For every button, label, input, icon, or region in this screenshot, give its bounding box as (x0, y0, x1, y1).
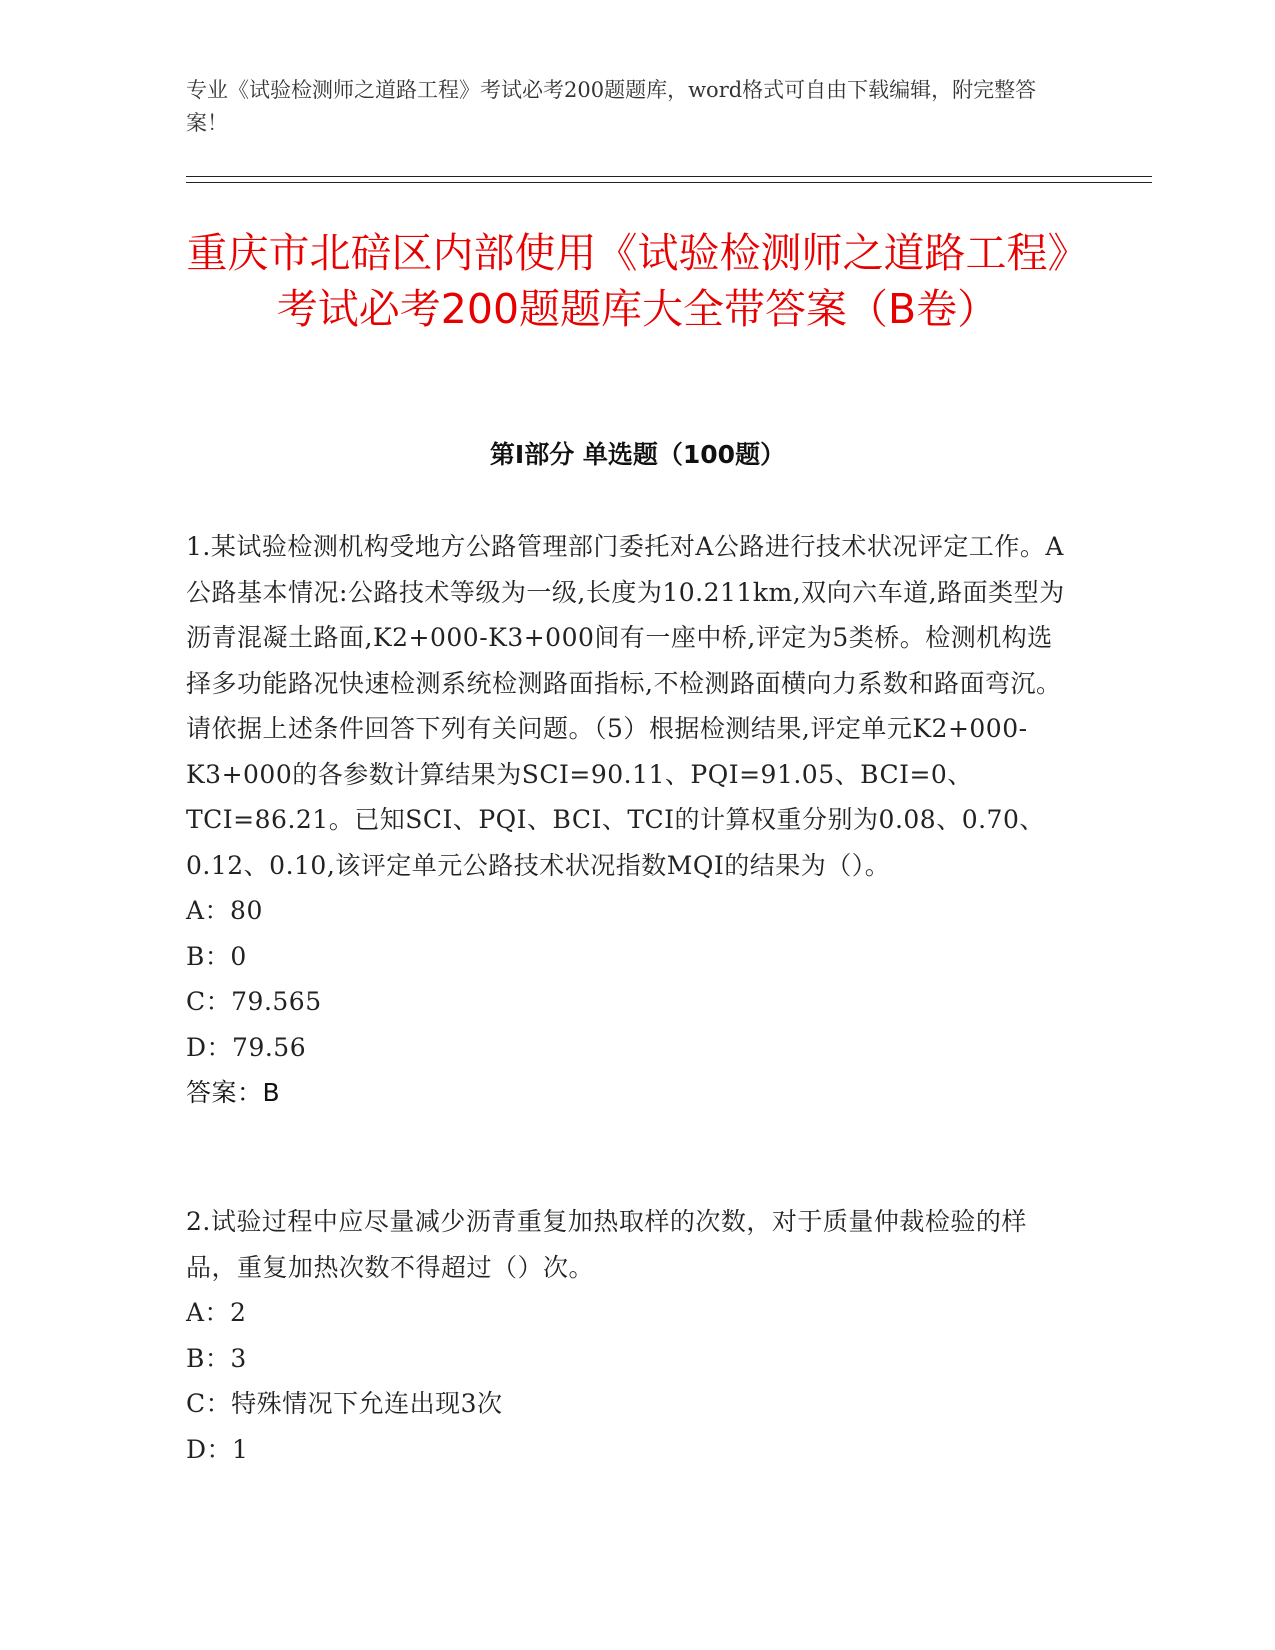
option-d: D：1 (186, 1434, 249, 1464)
header-divider-top (186, 176, 1152, 177)
option-a: A：80 (186, 896, 263, 925)
header-divider-bottom (186, 182, 1152, 183)
option-b: B：3 (186, 1343, 247, 1373)
option-c: C：79.565 (186, 987, 322, 1016)
option-c: C：特殊情况下允连出现3次 (186, 1389, 503, 1418)
section-heading: 第I部分 单选题（100题） (489, 440, 786, 469)
option-a: A：2 (186, 1298, 247, 1327)
question-2 (186, 1199, 1066, 1472)
option-b: B：0 (186, 941, 247, 971)
header-note: 专业《试验检测师之道路工程》考试必考200题题库，word格式可自由下载编辑，附完整答案！ (186, 78, 1037, 135)
question-stem: 2.试验过程中应尽量减少沥青重复加热取样的次数，对于质量仲裁检验的样品，重复加热次数不得超过（）次。 (186, 1207, 1027, 1282)
document-title: 重庆市北碚区内部使用《试验检测师之道路工程》考试必考200题题库大全带答案（B卷） (186, 229, 1089, 333)
question-stem: 1.某试验检测机构受地方公路管理部门委托对A公路进行技术状况评定工作。A公路基本情况:公路技术等级为一级,长度为10.211km,双向六车道,路面类型为沥青混凝土路面,K2+000-K3+000间有一座中桥,评定为5类桥。检测机构选择多功能路况快速检测系统检测路面指标,不检测路面横向力系数和路面弯沉。请依据上述条件回答下列有关问题。（5）根据检测结果,评定单元K2+000-K3+000的各参数计算结果为SCI=90.11、PQI=91.05、BCI=0、TCI=86.21。已知SCI、PQI、BCI、TCI的计算权重分别为0.08、0.70、0.12、0.10,该评定单元公路技术状况指数MQI的结果为（）。 (186, 532, 1065, 880)
answer-text: 答案：B (186, 1078, 281, 1107)
option-d: D：79.56 (186, 1032, 307, 1062)
question-1 (186, 524, 1066, 1116)
